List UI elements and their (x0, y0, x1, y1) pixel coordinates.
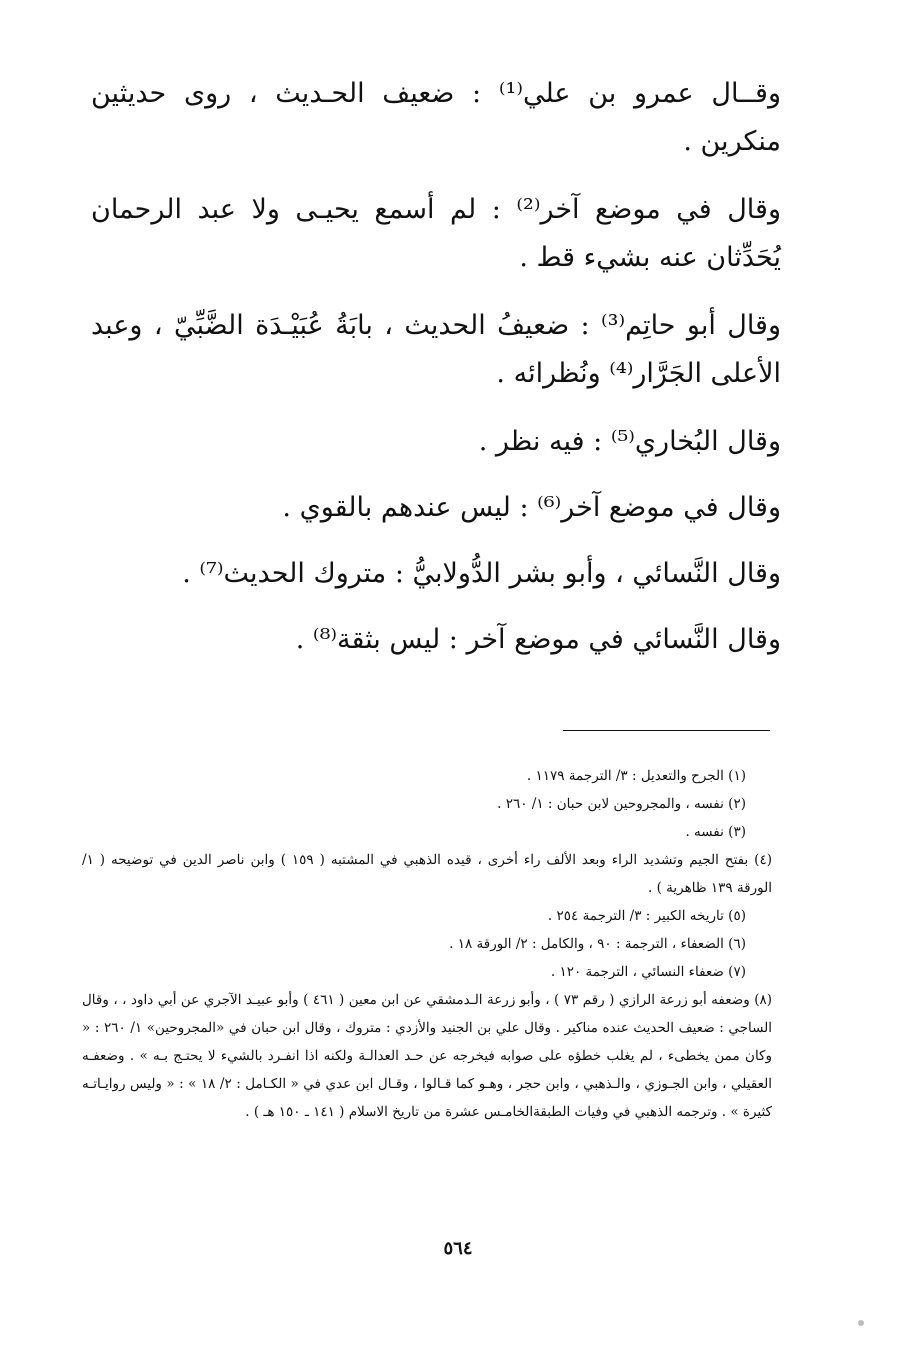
footnote: (٨) وضعفه أبو زرعة الرازي ( رقم ٧٣ ) ، وأبو زرعة الـدمشقي عن ابن معين ( ٤٦١ ) وأبو عبيـد الآجري عن أبي داود ، ، وقال الساجي : ضعيف الحديث عنده مناكير . وقال علي بن الجنيد والأزدي : متروك ، وقال ابن حبان في «المجروحين» ١/ ٢٦٠ : « وكان ممن يخطىء ، لم يغلب خطؤه على صوابه فيخرجه عن حـد العدالـة ولكنه اذا انفـرد بالشيء لا يحتـج بـه » . وضعفـه العقيلي ، وابن الجـوزي ، والـذهبي ، وابن حجر ، وهـو كما قـالوا ، وقـال ابن عدي في « الكـامل : ٢/ ١٨ » : « وليس روايـاتـه كثيرة » . وترجمه الذهبي في وفيات الطبقةالخامـس عشرة من تاريخ الاسلام ( ١٤١ ـ ١٥٠ هـ ) . (82, 992, 773, 1120)
paragraph: وقال في موضع آخر⁽²⁾ : لم أسمع يحيـى ولا عبد الرحمان يُحَدِّثان عنه بشيء قط . (91, 194, 781, 273)
footnote: (٥) تاريخه الكبير : ٣/ الترجمة ٢٥٤ . (547, 908, 746, 924)
paragraph: وقال البُخاري⁽⁵⁾ : فيه نظر . (478, 426, 781, 457)
paper-speck (858, 1320, 864, 1326)
footnote-separator (563, 730, 770, 731)
paragraph: وقال النَّسائي ، وأبو بشر الدُّولابيُّ : متروك الحديث⁽⁷⁾ . (182, 558, 781, 589)
footnote: (٢) نفسه ، والمجروحين لابن حبان : ١/ ٢٦٠ . (497, 796, 746, 812)
page-number: ٥٦٤ (443, 1238, 473, 1259)
footnote: (٦) الضعفاء ، الترجمة : ٩٠ ، والكامل : ٢/ الورقة ١٨ . (449, 936, 746, 952)
paragraph: وقال أبو حاتِم⁽³⁾ : ضعيفُ الحديث ، بابَةُ عُبَيْـدَة الضَّبِّيّ ، وعبد الأعلى الجَرَّار⁽⁴⁾ ونُظرائه . (91, 310, 782, 389)
main-text (91, 70, 781, 682)
footnote: (٣) نفسه . (685, 824, 746, 840)
paragraph: وقــال عمرو بن علي⁽¹⁾ : ضعيف الحـديث ، روى حديثين منكرين . (91, 78, 781, 157)
paragraph: وقال في موضع آخر⁽⁶⁾ : ليس عندهم بالقوي . (282, 492, 781, 523)
footnote: (١) الجرح والتعديل : ٣/ الترجمة ١١٧٩ . (526, 768, 746, 784)
footnotes (82, 762, 772, 1126)
footnote: (٤) بفتح الجيم وتشديد الراء وبعد الألف راء أخرى ، قيده الذهبي في المشتبه ( ١٥٩ ) وابن ناصر الدين في توضيحه ( ١/ الورقة ١٣٩ ظاهرية ) . (82, 852, 772, 896)
footnote: (٧) ضعفاء النسائي ، الترجمة ١٢٠ . (550, 964, 746, 980)
paragraph: وقال النَّسائي في موضع آخر : ليس بثقة⁽⁸⁾ . (295, 624, 781, 655)
